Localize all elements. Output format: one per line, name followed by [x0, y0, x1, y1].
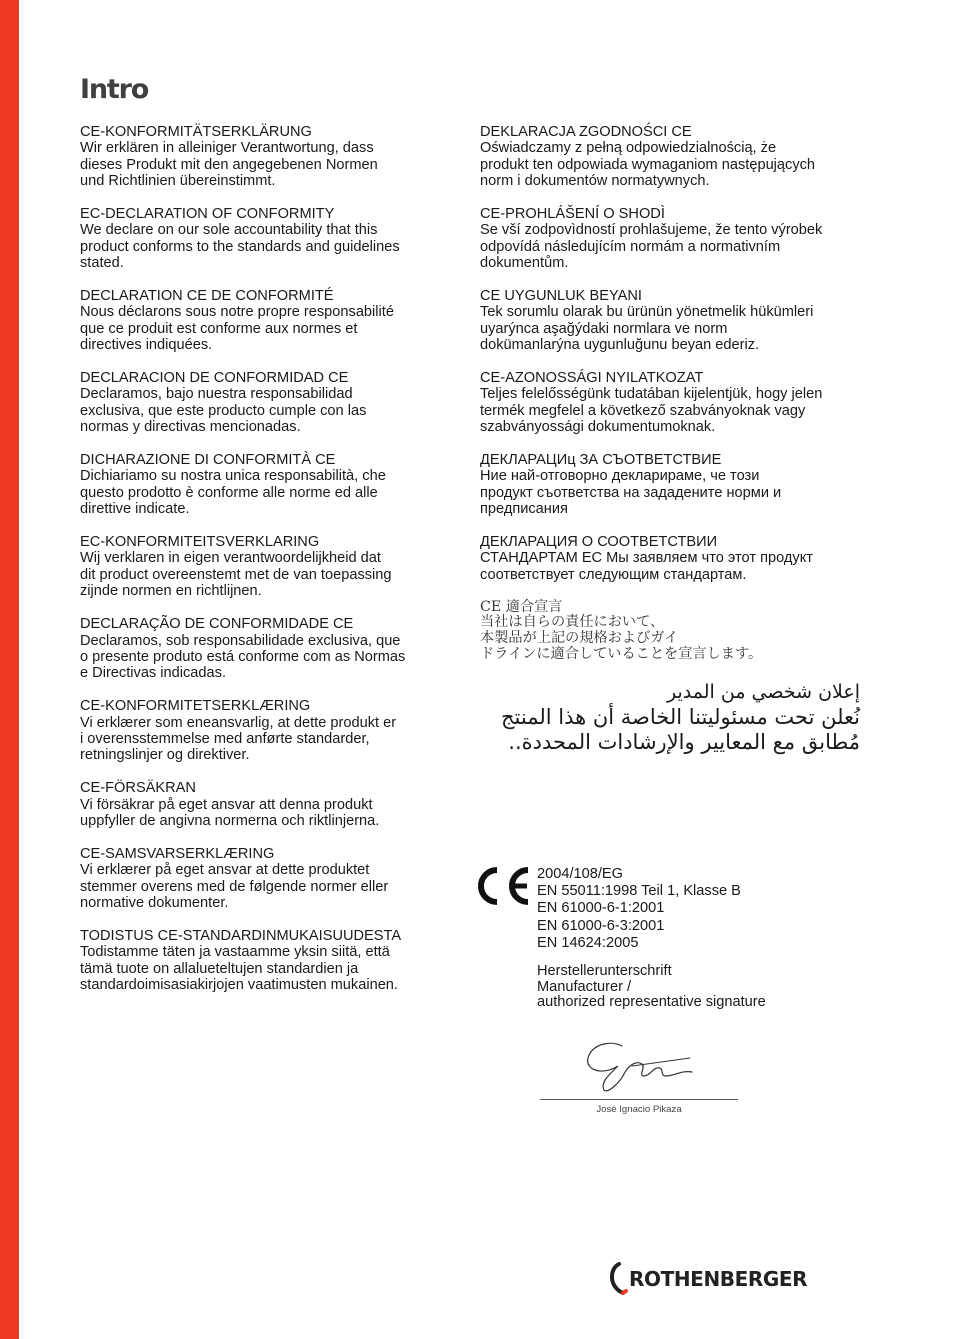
declaration-body: Dichiariamo su nostra unica responsabilità, che questo prodotto è conforme alle norme ed alle direttive indicate. — [80, 468, 386, 518]
declaration-body: Wir erklären in alleiniger Verantwortung, dass dieses Produkt mit den angegebenen Normen und Richtlinien übereinstimmt. — [80, 140, 378, 190]
signature-caption-line: Manufacturer / — [537, 978, 632, 995]
standard-item: EN 61000-6-3:2001 — [537, 917, 665, 934]
left-declarations-column — [80, 124, 455, 1010]
declaration-heading: DICHARAZIONE DI CONFORMITÀ CE — [80, 452, 336, 469]
declaration-body: Tek sorumlu olarak bu ürünün yönetmelik hükümleri uyarýnca aşağýdaki normlara ve norm dokümanlarýna uygunluğunu beyan ederiz. — [480, 304, 814, 354]
declaration-sv — [80, 780, 455, 829]
right-declarations-column — [480, 124, 880, 772]
signature-caption-line: Herstellerunterschrift — [537, 963, 672, 979]
signature-line — [540, 1099, 738, 1100]
standard-item: EN 61000-6-1:2001 — [537, 900, 665, 917]
declaration-heading: إعلان شخصي من المدير — [667, 681, 860, 704]
signature-caption — [537, 964, 837, 1011]
applied-standards-list — [537, 866, 741, 952]
declaration-ar — [480, 679, 860, 755]
page-title: Intro — [80, 74, 149, 105]
brand-wordmark: ROTHENBERGER — [629, 1267, 808, 1291]
declaration-bg — [480, 452, 880, 518]
signer-name: José Ignacio Pikaza — [596, 1104, 682, 1115]
declaration-body: Declaramos, sob responsabilidade exclusiva, que o presente produto está conforme com as Normas e Directivas indicadas. — [80, 632, 406, 682]
declaration-heading: CE-PROHLÁŠENÍ O SHODÌ — [480, 206, 665, 223]
declaration-en — [80, 206, 455, 272]
declaration-body: Wij verklaren in eigen verantwoordelijkheid dat dit product overeenstemt met de van toepassing zijnde normen en richtlijnen. — [80, 550, 392, 600]
standard-item: EN 14624:2005 — [537, 934, 639, 951]
declaration-body: We declare on our sole accountability that this product conforms to the standards and guidelines stated. — [80, 222, 400, 272]
handwritten-signature — [580, 1036, 700, 1096]
declaration-heading: DECLARATION CE DE CONFORMITÉ — [80, 288, 334, 305]
declaration-heading: CE-AZONOSSÁGI NYILATKOZAT — [480, 370, 704, 387]
declaration-ja — [480, 600, 880, 663]
declaration-heading: CE 適合宣言 — [480, 598, 563, 615]
ce-mark-icon — [473, 866, 533, 906]
declaration-tr — [480, 288, 880, 354]
declaration-body: Declaramos, bajo nuestra responsabilidad exclusiva, que este producto cumple con las normas y directivas mencionadas. — [80, 386, 367, 436]
declaration-heading: ДЕКЛАРАЦИЯ О СООТВЕТСТВИИ — [480, 534, 718, 551]
brand-swoosh-icon — [606, 1262, 628, 1296]
declaration-fr — [80, 288, 455, 354]
declaration-body: Todistamme täten ja vastaamme yksin siitä, että tämä tuote on allalueteltujen standardien ja standardoimisasiakirjojen vaatimusten mukainen. — [80, 944, 398, 993]
standard-item: EN 55011:1998 Teil 1, Klasse B — [537, 883, 741, 900]
declaration-pt — [80, 616, 455, 682]
declaration-heading: DECLARAÇÃO DE CONFORMIDADE CE — [80, 616, 354, 633]
declaration-heading: CE-KONFORMITÄTSERKLÄRUNG — [80, 124, 312, 140]
declaration-body: Ние най-отговорно декларираме, че този продукт съответства на зададените норми и предписания — [480, 468, 782, 518]
declaration-body: СТАНДАРТАМ ЕС Мы заявляем что этот продукт соответствует следующим стандартам. — [480, 550, 813, 583]
declaration-heading: DECLARACION DE CONFORMIDAD CE — [80, 370, 349, 387]
declaration-de — [80, 124, 455, 190]
declaration-nl — [80, 534, 455, 600]
declaration-body: Vi försäkrar på eget ansvar att denna produkt uppfyller de angivna normerna och riktlinjerna. — [80, 796, 380, 829]
declaration-body: Vi erklærer som eneansvarlig, at dette produkt er i overensstemmelse med anførte standarder, retningslinjer og direktiver. — [80, 714, 397, 764]
declaration-heading: CE UYGUNLUK BEYANI — [480, 288, 642, 305]
declaration-heading: CE-SAMSVARSERKLÆRING — [80, 845, 275, 862]
declaration-es — [80, 370, 455, 436]
declaration-body: Teljes felelősségünk tudatában kijelentjük, hogy jelen termék megfelel a következő szabványoknak vagy szabványossági dokumentumoknak. — [480, 386, 823, 436]
declaration-no — [80, 846, 455, 912]
signature-caption-line: authorized representative signature — [537, 994, 766, 1011]
standard-item: 2004/108/EG — [537, 866, 624, 882]
declaration-heading: EC-KONFORMITEITSVERKLARING — [80, 534, 320, 551]
declaration-ru — [480, 534, 880, 583]
declaration-body: 当社は自らの責任において、 本製品が上記の規格およびガイ ドラインに適合していることを宣言します。 — [480, 614, 763, 663]
declaration-heading: DEKLARACJA ZGODNOŚCI CE — [480, 124, 692, 140]
declaration-body: Oświadczamy z pełną odpowiedzialnością, że produkt ten odpowiada wymaganiom następujących norm i dokumentów normatywnych. — [480, 140, 816, 190]
declaration-body: Nous déclarons sous notre propre responsabilité que ce produit est conforme aux normes et directives indiquées. — [80, 304, 394, 354]
side-accent-stripe — [0, 0, 19, 1339]
declaration-heading: CE-KONFORMITETSERKLÆRING — [80, 698, 311, 715]
declaration-heading: CE-FÖRSÄKRAN — [80, 780, 196, 797]
declaration-fi — [80, 928, 455, 994]
declaration-body: Se vší zodpovìdností prohlašujeme, že tento výrobek odpovídá následujícím normám a normativním dokumentům. — [480, 222, 823, 272]
declaration-heading: TODISTUS CE-STANDARDINMUKAISUUDESTA — [80, 927, 402, 944]
rothenberger-logo — [606, 1262, 807, 1296]
declaration-body: نُعلن تحت مسئوليتنا الخاصة أن هذا المنتج مُطابق مع المعايير والإرشادات المحددة.. — [500, 705, 860, 755]
declaration-it — [80, 452, 455, 518]
declaration-cs — [480, 206, 880, 272]
declaration-hu — [480, 370, 880, 436]
declaration-da — [80, 698, 455, 764]
declaration-body: Vi erklærer på eget ansvar at dette produktet stemmer overens med de følgende normer eller normative dokumenter. — [80, 862, 389, 911]
declaration-pl — [480, 124, 880, 190]
declaration-heading: EC-DECLARATION OF CONFORMITY — [80, 206, 335, 223]
declaration-heading: ДЕКЛАРАЦИц ЗА СЪОТВЕТСТВИЕ — [480, 452, 722, 469]
